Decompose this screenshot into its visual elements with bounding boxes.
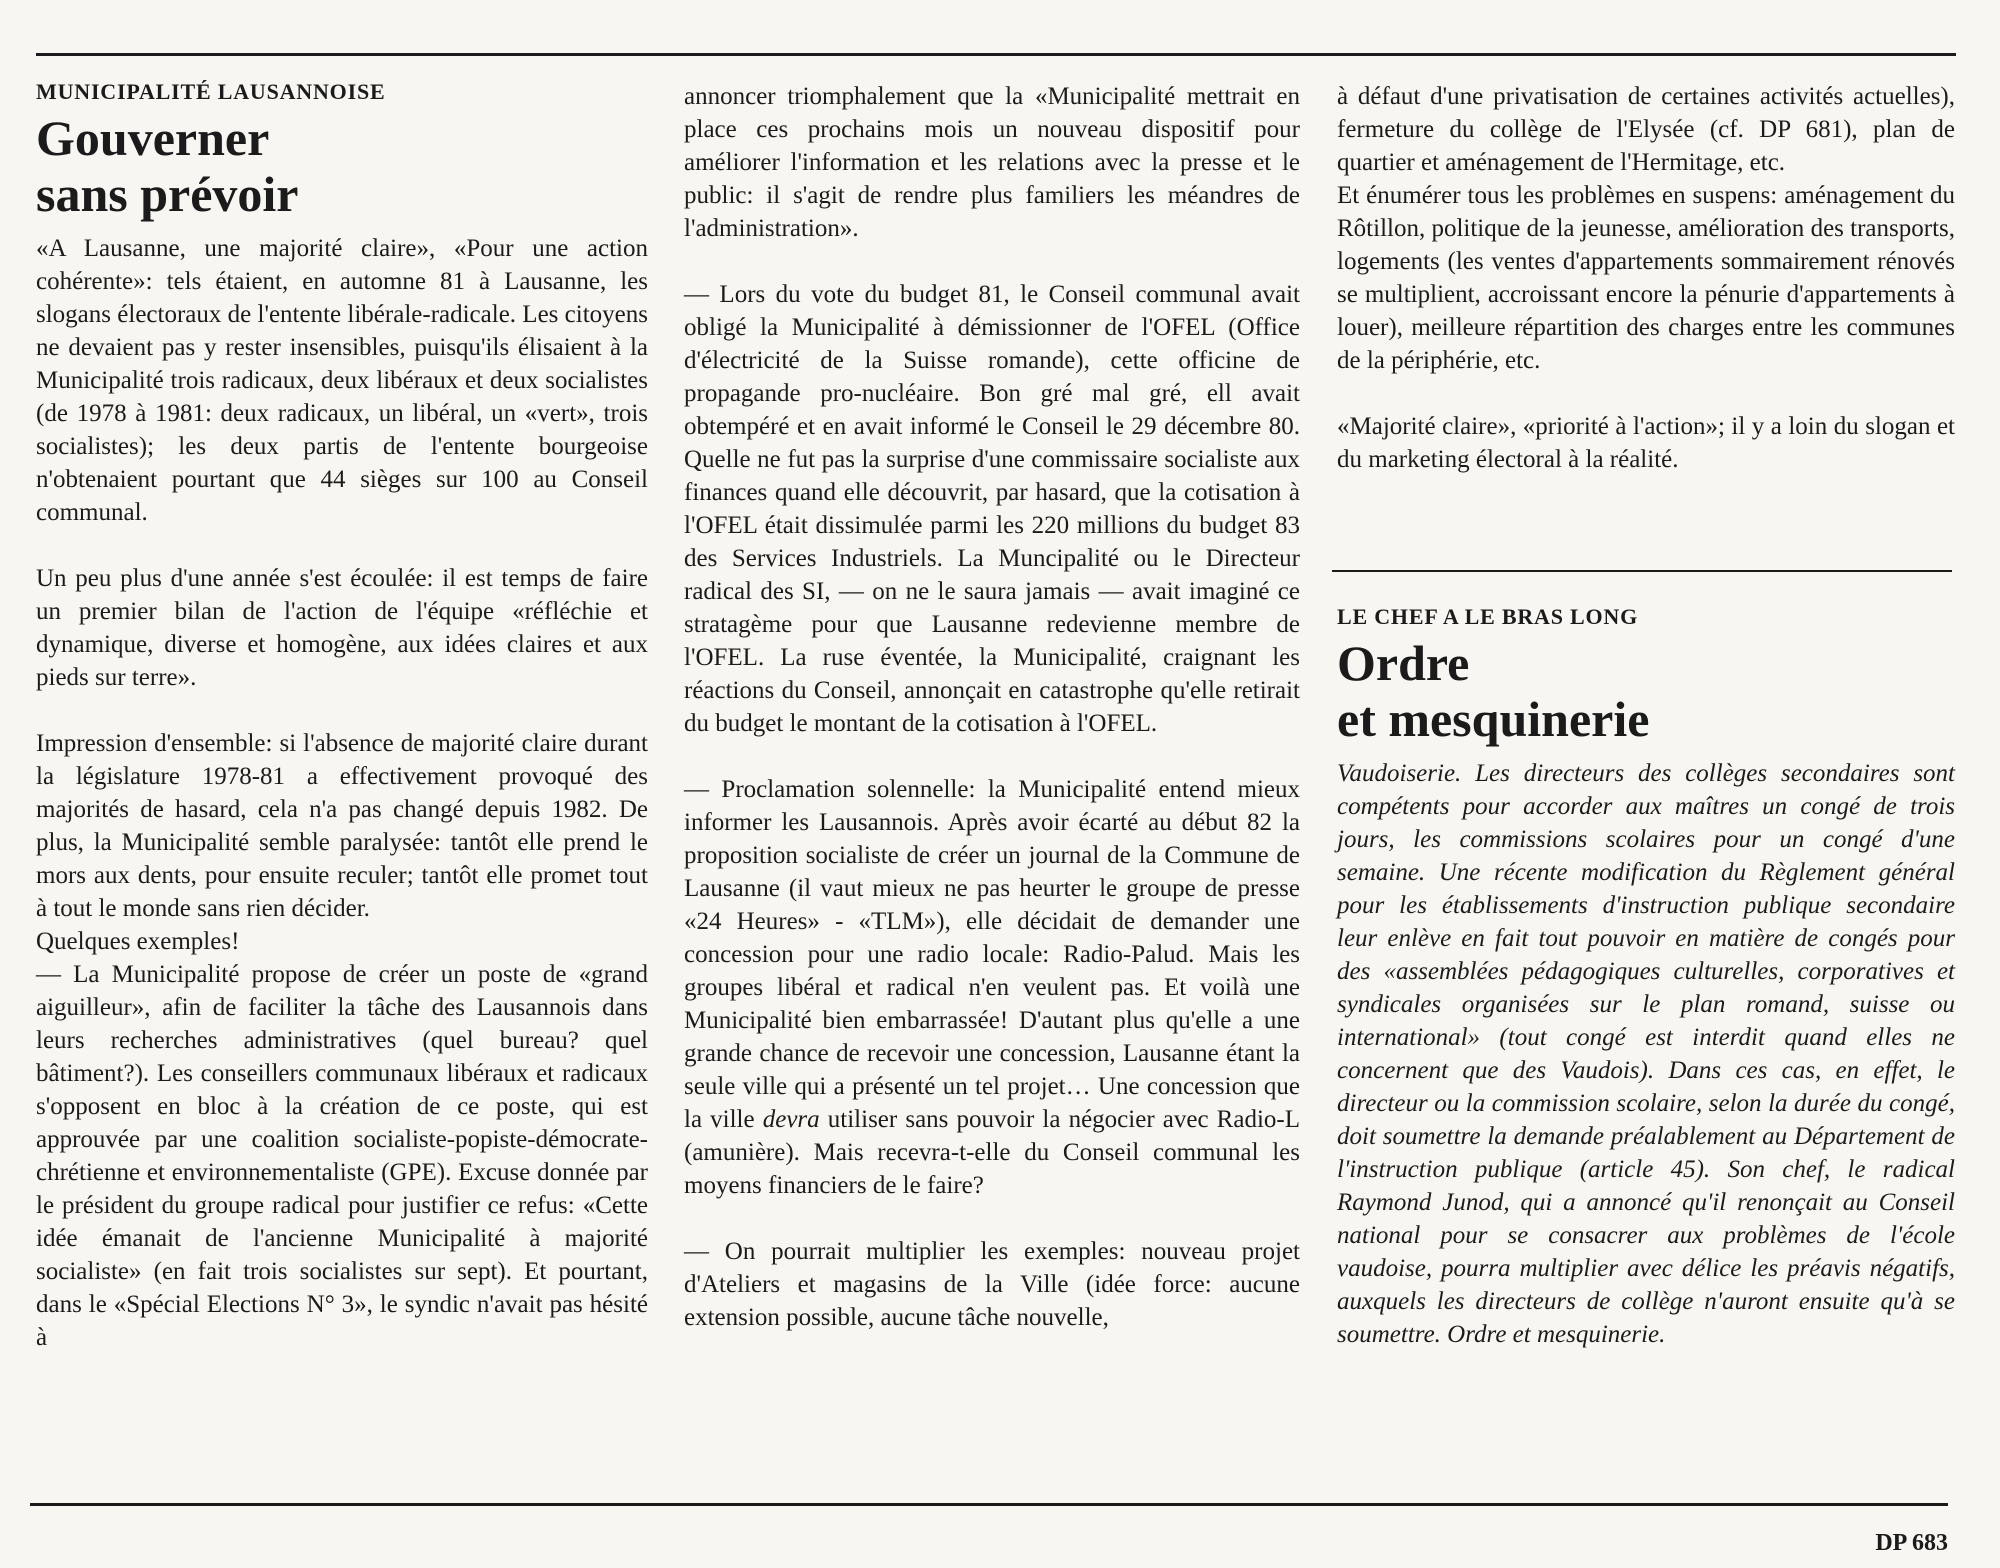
article1-paragraph: Quelques exemples! xyxy=(36,928,240,955)
text-run: — Proclamation solennelle: la Municipalité entend mieux informer les Lausannois. Après avoir écarté au début 82 la proposition socialiste de créer un journal de la Commune de Lausanne (il vaut mieux ne pas heurter le groupe de presse «24 Heures» - «TLM»), elle décidait de demander une concession pour une radio locale: Radio-Palud. Mais les groupes libéral et radical n'en veulent pas. Et voilà une Municipalité bien embarrassée! D'autant plus qu'elle a une grande chance de recevoir une concession, Lausanne étant la seule ville qui a présenté un tel projet… Une concession que la ville xyxy=(684,776,1300,1133)
article1-paragraph: «Majorité claire», «priorité à l'action»; il y a loin du slogan et du marketing électoral à la réalité. xyxy=(1337,413,1955,473)
article2-body: Vaudoiserie. Les directeurs des collèges secondaires sont compétents pour accorder aux maîtres un congé de trois jours, les commissions scolaires pour un congé d'une semaine. Une récente modification du Règlement général pour les établissements d'instruction publique secondaire leur enlève en fait tout pouvoir en matière de congés pour des «assemblées pédagogiques culturelles, corporatives et syndicales organisées sur le plan romand, suisse ou international» (tout congé est interdit quand elles ne concernent que des Vaudois). Dans ces cas, en effet, le directeur ou la commission scolaire, selon la durée du congé, doit soumettre la demande préalablement au Département de l'instruction publique (article 45). Son chef, le radical Raymond Junod, qui a annoncé qu'il renonçait au Conseil national pour se consacrer aux problèmes de l'école vaudoise, pourra multiplier avec délice les préavis négatifs, auxquels les directeurs de collège n'auront ensuite qu'à se soumettre. Ordre et mesquinerie. xyxy=(1337,760,1955,1348)
article1-paragraph xyxy=(684,773,1300,1202)
column-3 xyxy=(1337,80,1955,476)
article1-paragraph: à défaut d'une privatisation de certaines activités actuelles), fermeture du collège de l'Elysée (cf. DP 681), plan de quartier et aménagement de l'Hermitage, etc. xyxy=(1337,83,1955,176)
article1-title xyxy=(36,110,648,222)
article2-title-line1: Ordre xyxy=(1337,635,1470,691)
article2 xyxy=(1337,603,1955,1351)
article1-paragraph: Et énumérer tous les problèmes en suspens: aménagement du Rôtillon, politique de la jeunesse, amélioration des transports, logements (les ventes d'appartements sommairement rénovés se multiplient, accroissant encore la pénurie d'appartements à louer), meilleure répartition des charges entre les communes de la périphérie, etc. xyxy=(1337,182,1955,374)
column-2 xyxy=(684,80,1300,1334)
article2-title xyxy=(1337,635,1955,747)
article1-kicker: MUNICIPALITÉ LAUSANNOISE xyxy=(36,79,386,104)
page-label: DP 683 xyxy=(1875,1530,1948,1556)
article1-paragraph: annoncer triomphalement que la «Municipalité mettrait en place ces prochains mois un nouveau dispositif pour améliorer l'information et les relations avec la presse et le public: il s'agit de rendre plus familiers les méandres de l'administration». xyxy=(684,83,1300,242)
bottom-rule xyxy=(30,1503,1948,1506)
text-run: utiliser sans pouvoir la négocier avec Radio-L (amunière). Mais recevra-t-elle du Conseil communal les moyens financiers de le faire? xyxy=(684,1106,1300,1199)
section-divider xyxy=(1332,570,1952,572)
column-1 xyxy=(36,78,648,1354)
article1-paragraph: — La Municipalité propose de créer un poste de «grand aiguilleur», afin de faciliter la tâche des Lausannois dans leurs recherches administratives (quel bureau? quel bâtiment?). Les conseillers communaux libéraux et radicaux s'opposent en bloc à la création de ce poste, qui est approuvée par une coalition socialiste-popiste-démocrate-chrétienne et environnementaliste (GPE). Excuse donnée par le président du groupe radical pour justifier ce refus: «Cette idée émanait de l'ancienne Municipalité à majorité socialiste» (en fait trois socialistes sur sept). Et pourtant, dans le «Spécial Elections N° 3», le syndic n'avait pas hésité à xyxy=(36,961,648,1351)
article1-paragraph: Un peu plus d'une année s'est écoulée: il est temps de faire un premier bilan de l'action de l'équipe «réfléchie et dynamique, diverse et homogène, aux idées claires et aux pieds sur terre». xyxy=(36,565,648,691)
article1-title-line1: Gouverner xyxy=(36,110,270,166)
article1-title-line2: sans prévoir xyxy=(36,166,299,222)
article2-kicker: LE CHEF A LE BRAS LONG xyxy=(1337,604,1639,629)
article1-paragraph: — On pourrait multiplier les exemples: nouveau projet d'Ateliers et magasins de la Ville (idée force: aucune extension possible, aucune tâche nouvelle, xyxy=(684,1238,1300,1331)
article2-title-line2: et mesquinerie xyxy=(1337,691,1650,747)
top-rule xyxy=(36,53,1956,56)
article1-paragraph: Impression d'ensemble: si l'absence de majorité claire durant la législature 1978-81 a effectivement provoqué des majorités de hasard, cela n'a pas changé depuis 1982. De plus, la Municipalité semble paralysée: tantôt elle prend le mors aux dents, pour ensuite reculer; tantôt elle promet tout à tout le monde sans rien décider. xyxy=(36,730,648,922)
article1-paragraph: — Lors du vote du budget 81, le Conseil communal avait obligé la Municipalité à démissionner de l'OFEL (Office d'électricité de la Suisse romande), cette officine de propagande pro-nucléaire. Bon gré mal gré, ell avait obtempéré et en avait informé le Conseil le 29 décembre 80. Quelle ne fut pas la surprise d'une commissaire socialiste aux finances quand elle découvrit, par hasard, que la cotisation à l'OFEL était dissimulée parmi les 220 millions du budget 83 des Services Industriels. La Muncipalité ou le Directeur radical des SI, — on ne le saura jamais — avait imaginé ce stratagème pour que Lausanne redevienne membre de l'OFEL. La ruse éventée, la Municipalité, craignant les réactions du Conseil, annonçait en catastrophe qu'elle retirait du budget le montant de la cotisation à l'OFEL. xyxy=(684,281,1300,737)
emphasis-text: devra xyxy=(762,1106,820,1133)
article1-paragraph: «A Lausanne, une majorité claire», «Pour une action cohérente»: tels étaient, en automne 81 à Lausanne, les slogans électoraux de l'entente libérale-radicale. Les citoyens ne devaient pas y rester insensibles, puisqu'ils élisaient à la Municipalité trois radicaux, deux libéraux et deux socialistes (de 1978 à 1981: deux radicaux, un libéral, un «vert», trois socialistes); les deux partis de l'entente bourgeoise n'obtenaient pourtant que 44 sièges sur 100 au Conseil communal. xyxy=(36,235,648,526)
